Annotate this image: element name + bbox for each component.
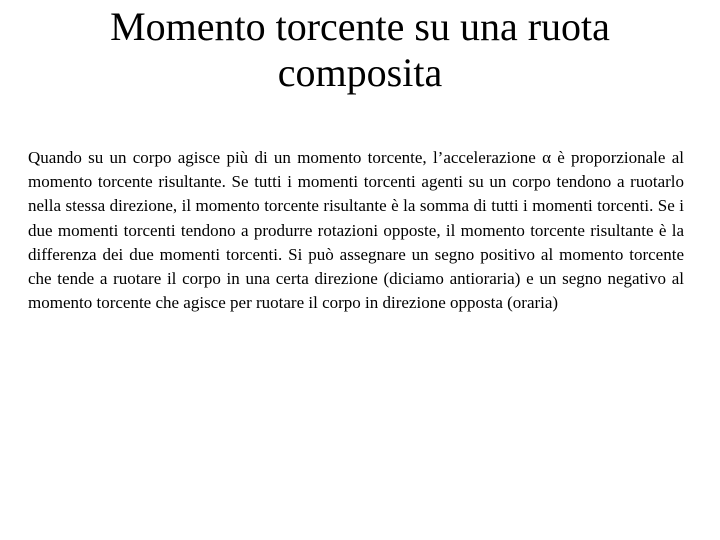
slide-title-line-1: Momento torcente su una ruota	[110, 4, 610, 49]
slide-title	[36, 4, 684, 96]
slide-body-paragraph: Quando su un corpo agisce più di un momento torcente, l’accelerazione α è proporzionale al momento torcente risultante. Se tutti i momenti torcenti agenti su un corpo tendono a ruotarlo nella stessa direzione, il momento torcente risultante è la somma di tutti i momenti torcenti. Se i due momenti torcenti tendono a produrre rotazioni opposte, il momento torcente risultante è la differenza dei due momenti torcenti. Si può assegnare un segno positivo al momento torcente che tende a ruotare il corpo in una certa direzione (diciamo antioraria) e un segno negativo al momento torcente che agisce per ruotare il corpo in direzione opposta (oraria)	[28, 148, 684, 313]
slide-title-line-2: composita	[277, 50, 443, 95]
